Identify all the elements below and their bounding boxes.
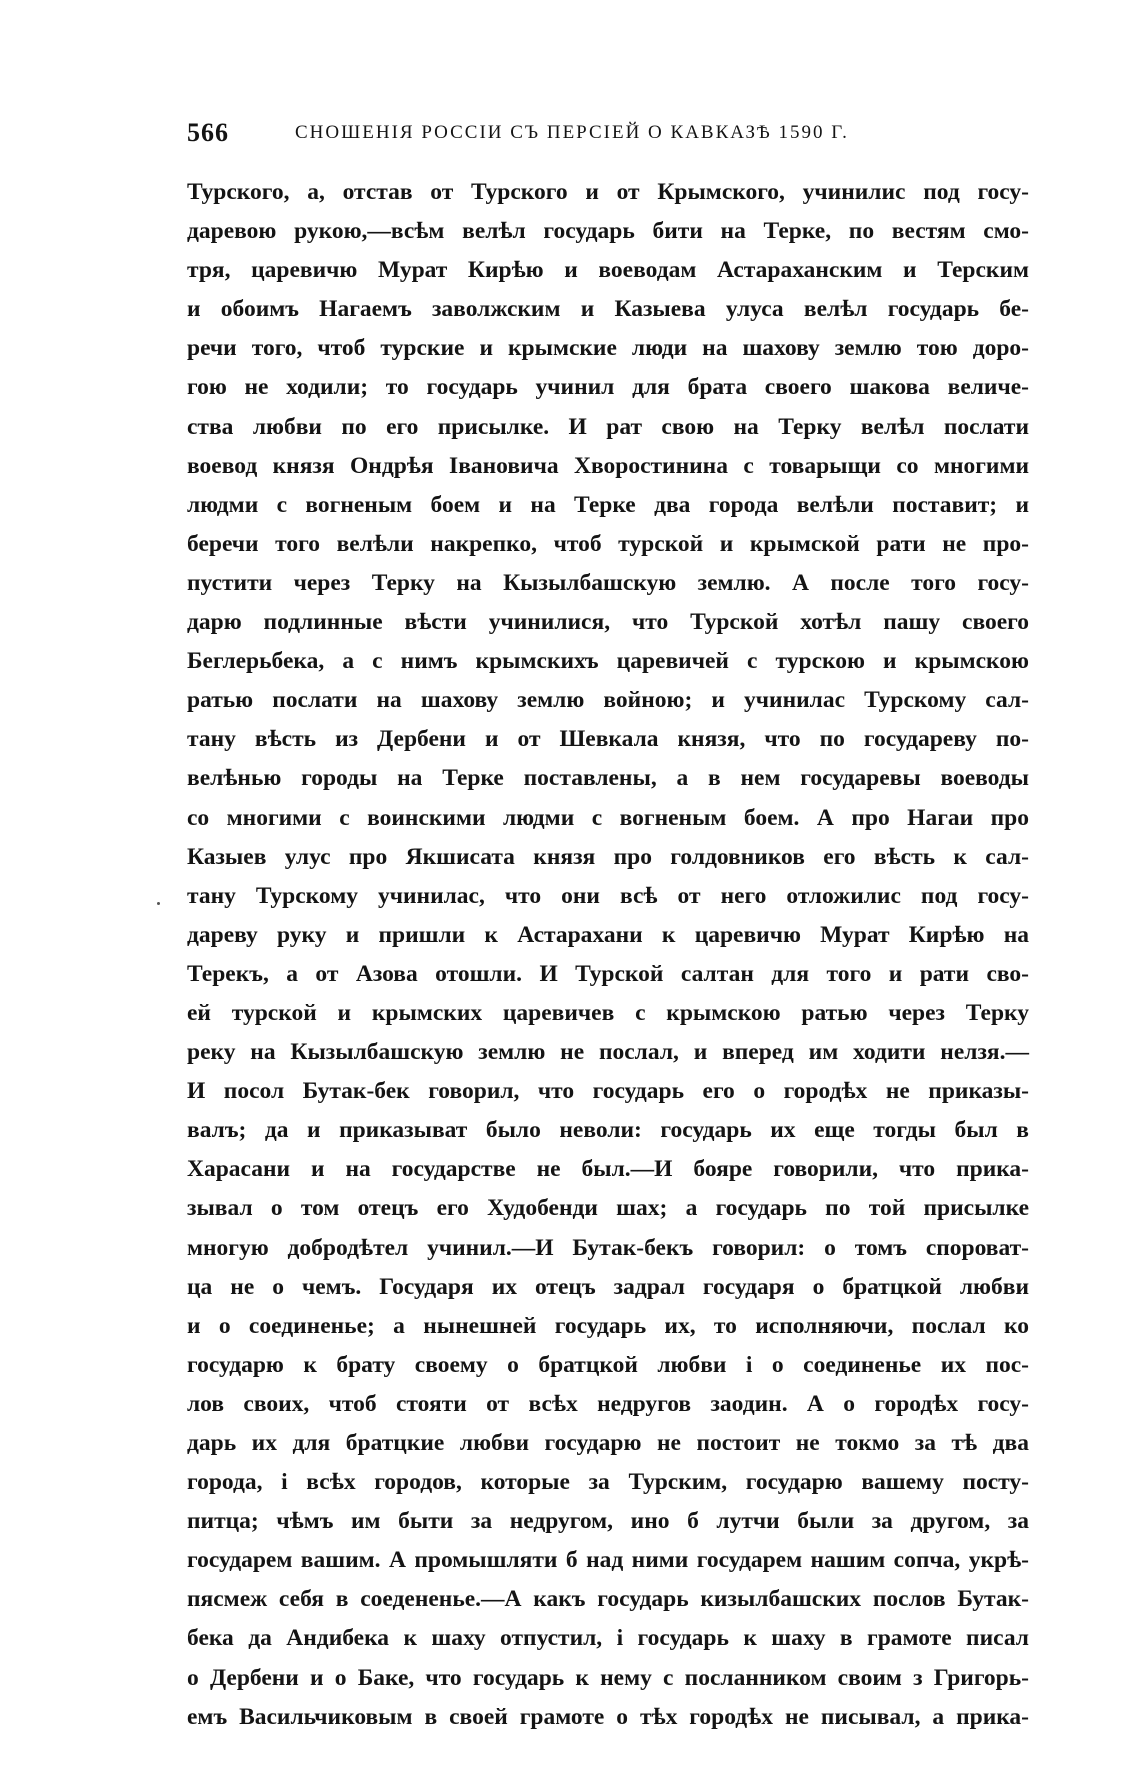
text-line: зывал о том отецъ его Худобенди шах; а государь по той присылке: [187, 1195, 1029, 1222]
text-line: Турского, а, отстав от Турского и от Крымского, учинилис под госу-: [187, 179, 1029, 205]
text-line: тану вѣсть из Дербени и от Шевкала князя, что по государеву по-: [187, 726, 1029, 753]
text-line: ей турской и крымских царевичев с крымскою ратью через Терку: [187, 999, 1029, 1026]
text-line: тря, царевичю Мурат Кирѣю и воеводам Астараханским и Терским: [187, 257, 1029, 284]
text-line: Терекъ, а от Азова отошли. И Турской салтан для того и рати сво-: [187, 960, 1029, 987]
page-number: 566: [187, 118, 229, 147]
text-line: пясмеж себя в соедененье.—А какъ государь кизылбашских послов Бутак-: [187, 1586, 1029, 1613]
text-line: реку на Кызылбашскую землю не послал, и вперед им ходити нелзя.—: [187, 1039, 1029, 1066]
text-line: со многими с воинскими людми с вогненым боем. А про Нагаи про: [187, 804, 1029, 831]
text-line: дарю подлинные вѣсти учинилися, что Турской хотѣл пашу своего: [187, 609, 1029, 636]
text-line: И посол Бутак-бек говорил, что государь его о городѣх не приказы-: [187, 1078, 1029, 1105]
text-line: дареву руку и пришли к Астарахани к царевичю Мурат Кирѣю на: [187, 921, 1029, 948]
text-line: лов своих, чтоб стояти от всѣх недругов заодин. А о городѣх госу-: [187, 1390, 1029, 1417]
text-line: воевод князя Ондрѣя Івановича Хворостинина с товарыщи со многими: [187, 452, 1029, 479]
text-line: Казыев улус про Якшисата князя про голдовников его вѣсть к сал-: [187, 843, 1029, 870]
running-head: [187, 118, 947, 152]
text-line: пустити через Терку на Кызылбашскую землю. А после того госу-: [187, 569, 1029, 596]
text-line: людми с вогненым боем и на Терке два города велѣли поставит; и: [187, 491, 1029, 518]
text-line: бека да Андибека к шаху отпустил, і государь к шаху в грамоте писал: [187, 1625, 1029, 1652]
text-line: и о соединенье; а нынешней государь их, то исполняючи, послал ко: [187, 1312, 1029, 1339]
text-line: и обоимъ Нагаемъ заволжским и Казыева улуса велѣл государь бе-: [187, 296, 1029, 323]
text-line: многую добродѣтел учинил.—И Бутак-бекъ говорил: о томъ спороват-: [187, 1234, 1029, 1261]
text-line: Беглерьбека, а с нимъ крымскихъ царевичей с турскою и крымскою: [187, 648, 1029, 675]
text-line: государю к брату своему о братцкой любви і о соединенье их пос-: [187, 1351, 1029, 1378]
text-line: гою не ходили; то государь учинил для брата своего шакова величе-: [187, 374, 1029, 401]
text-line: даревою рукою,—всѣм велѣл государь бити на Терке, по вестям смо-: [187, 218, 1029, 245]
text-line: государем вашим. А промышляти б над ними государем нашим сопча, укрѣ-: [187, 1547, 1029, 1574]
running-title: СНОШЕНІЯ РОССІИ СЪ ПЕРСІЕЙ О КАВКАЗѢ 1590 Г.: [295, 122, 849, 143]
text-line: велѣнью городы на Терке поставлены, а в нем государевы воеводы: [187, 765, 1029, 792]
text-line: питца; чѣмъ им быти за недругом, ино б лутчи были за другом, за: [187, 1508, 1029, 1535]
text-line: ца не о чемъ. Государя их отецъ задрал государя о братцкой любви: [187, 1273, 1029, 1300]
text-line: дарь их для братцкие любви государю не постоит не токмо за тѣ два: [187, 1430, 1029, 1456]
text-line: беречи того велѣли накрепко, чтоб турской и крымской рати не про-: [187, 530, 1029, 557]
body-text: [187, 173, 1029, 1737]
text-line: тану Турскому учинилас, что они всѣ от него отложилис под госу-: [187, 882, 1029, 909]
text-line: ратью послати на шахову землю войною; и учинилас Турскому сал-: [187, 687, 1029, 714]
text-line: валъ; да и приказыват было неволи: государь их еще тогды был в: [187, 1117, 1029, 1144]
paper-speck: [157, 902, 160, 905]
text-line: Харасани и на государстве не был.—И бояре говорили, что прика-: [187, 1156, 1029, 1183]
text-line: емъ Васильчиковым в своей грамоте о тѣх городѣх не писывал, а прика-: [187, 1703, 1029, 1730]
text-line: ства любви по его присылке. И рат свою на Терку велѣл послати: [187, 413, 1029, 440]
text-line: речи того, чтоб турские и крымские люди на шахову землю тою доро-: [187, 335, 1029, 362]
text-line: города, і всѣх городов, которые за Турским, государю вашему посту-: [187, 1469, 1029, 1496]
text-line: о Дербени и о Баке, что государь к нему с посланником своим з Григорь-: [187, 1664, 1029, 1691]
